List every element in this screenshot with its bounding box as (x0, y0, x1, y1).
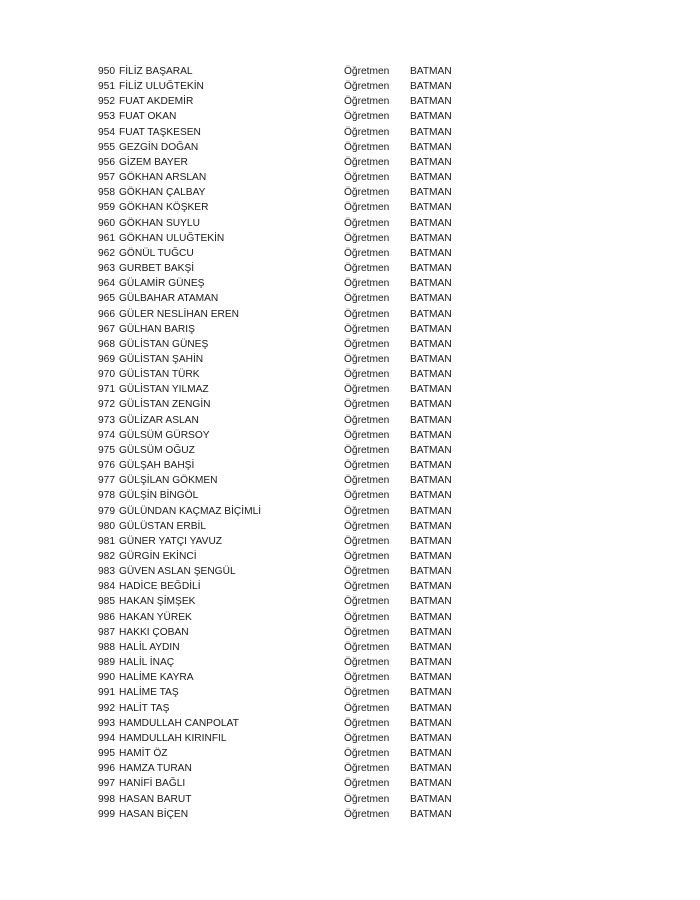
city-name: BATMAN (410, 490, 452, 502)
person-name: GÜRGİN EKİNCİ (119, 551, 197, 562)
job-title: Öğretmen (344, 323, 390, 335)
job-title: Öğretmen (344, 611, 390, 623)
row-number: 958 (98, 187, 115, 199)
list-item (98, 701, 478, 716)
job-title: Öğretmen (344, 778, 390, 790)
list-item (98, 716, 478, 731)
job-title: Öğretmen (344, 111, 390, 123)
person-name: GÜLER NESLİHAN EREN (119, 308, 240, 320)
list-item (98, 367, 478, 382)
person-name: GÖKHAN ULUĞTEKİN (119, 232, 225, 244)
person-name: GÜLSÜM OĞUZ (119, 444, 195, 456)
list-item (98, 610, 478, 625)
person-name: HAMDULLAH CANPOLAT (119, 717, 239, 729)
person-name: GÜLİSTAN ZENGİN (119, 399, 211, 411)
list-item (98, 579, 478, 594)
row-number: 986 (98, 611, 115, 623)
person-name: GÖKHAN ARSLAN (119, 172, 207, 184)
city-name: BATMAN (410, 126, 452, 138)
row-number: 997 (98, 778, 115, 790)
city-name: BATMAN (410, 323, 452, 335)
list-item (98, 79, 478, 94)
person-name: GÜLHAN BARIŞ (119, 323, 195, 335)
row-number: 954 (98, 126, 115, 138)
row-number: 985 (98, 596, 115, 608)
city-name: BATMAN (410, 353, 452, 365)
job-title: Öğretmen (344, 535, 390, 547)
person-name: HAKAN ŞİMŞEK (119, 596, 196, 608)
city-name: BATMAN (410, 505, 452, 517)
city-name: BATMAN (410, 384, 452, 396)
row-number: 991 (98, 687, 115, 699)
row-number: 995 (98, 748, 115, 760)
row-number: 989 (98, 657, 115, 669)
person-name: FİLİZ BAŞARAL (119, 66, 193, 77)
job-title: Öğretmen (344, 126, 390, 138)
person-name: HAKAN YÜREK (119, 611, 192, 623)
city-name: BATMAN (410, 141, 452, 153)
row-number: 977 (98, 475, 115, 487)
person-name: FUAT OKAN (119, 111, 177, 123)
city-name: BATMAN (410, 338, 452, 350)
person-name: GÜLÜSTAN ERBİL (119, 520, 206, 532)
list-item (98, 625, 478, 640)
job-title: Öğretmen (344, 444, 390, 456)
row-number: 953 (98, 111, 115, 123)
list-item (98, 428, 478, 443)
list-item (98, 140, 478, 155)
row-number: 963 (98, 263, 115, 275)
person-name: GÜLÜNDAN KAÇMAZ BİÇİMLİ (119, 505, 262, 517)
person-name: GÜLŞİN BİNGÖL (119, 490, 199, 502)
job-title: Öğretmen (344, 732, 390, 744)
job-title: Öğretmen (344, 520, 390, 532)
row-number: 982 (98, 551, 115, 562)
list-item (98, 200, 478, 215)
city-name: BATMAN (410, 672, 452, 684)
city-name: BATMAN (410, 535, 452, 547)
person-name: GÖKHAN ÇALBAY (119, 187, 206, 199)
job-title: Öğretmen (344, 626, 390, 638)
person-name: HALİME KAYRA (119, 672, 194, 684)
city-name: BATMAN (410, 111, 452, 123)
row-number: 950 (98, 66, 115, 77)
person-name: HADİCE BEĞDİLİ (119, 581, 201, 593)
job-title: Öğretmen (344, 278, 390, 290)
list-item (98, 746, 478, 761)
city-name: BATMAN (410, 369, 452, 381)
city-name: BATMAN (410, 808, 452, 820)
job-title: Öğretmen (344, 96, 390, 108)
person-name: GÜLAMİR GÜNEŞ (119, 278, 205, 290)
job-title: Öğretmen (344, 596, 390, 608)
list-item (98, 776, 478, 791)
job-title: Öğretmen (344, 763, 390, 775)
job-title: Öğretmen (344, 81, 390, 93)
list-item (98, 185, 478, 200)
list-item (98, 337, 478, 352)
job-title: Öğretmen (344, 66, 390, 77)
row-number: 960 (98, 217, 115, 229)
person-name: FİLİZ ULUĞTEKİN (119, 81, 204, 93)
job-title: Öğretmen (344, 263, 390, 275)
job-title: Öğretmen (344, 202, 390, 214)
job-title: Öğretmen (344, 308, 390, 320)
job-title: Öğretmen (344, 293, 390, 305)
city-name: BATMAN (410, 399, 452, 411)
row-number: 957 (98, 172, 115, 184)
list-item (98, 155, 478, 170)
list-item (98, 94, 478, 109)
job-title: Öğretmen (344, 247, 390, 259)
row-number: 988 (98, 641, 115, 653)
job-title: Öğretmen (344, 414, 390, 426)
row-number: 974 (98, 429, 115, 441)
city-name: BATMAN (410, 429, 452, 441)
city-name: BATMAN (410, 66, 452, 77)
row-number: 968 (98, 338, 115, 350)
person-name: HASAN BARUT (119, 793, 192, 805)
row-number: 987 (98, 626, 115, 638)
person-name: HAMZA TURAN (119, 763, 192, 775)
row-number: 981 (98, 535, 115, 547)
person-name: GÜLİSTAN GÜNEŞ (119, 338, 209, 350)
city-name: BATMAN (410, 748, 452, 760)
row-number: 952 (98, 96, 115, 108)
person-name: GÜLİSTAN TÜRK (119, 369, 200, 381)
row-number: 971 (98, 384, 115, 396)
list-item (98, 64, 478, 79)
person-name: GÖNÜL TUĞCU (119, 247, 194, 259)
row-number: 979 (98, 505, 115, 517)
job-title: Öğretmen (344, 384, 390, 396)
city-name: BATMAN (410, 460, 452, 472)
person-name: GÖKHAN SUYLU (119, 217, 200, 229)
person-name: HASAN BİÇEN (119, 808, 189, 820)
job-title: Öğretmen (344, 793, 390, 805)
job-title: Öğretmen (344, 475, 390, 487)
list-item (98, 413, 478, 428)
person-name: GÜNER YATÇI YAVUZ (119, 535, 223, 547)
job-title: Öğretmen (344, 566, 390, 578)
job-title: Öğretmen (344, 369, 390, 381)
list-item (98, 458, 478, 473)
list-item (98, 246, 478, 261)
row-number: 965 (98, 293, 115, 305)
list-item (98, 382, 478, 397)
row-number: 975 (98, 444, 115, 456)
row-number: 951 (98, 81, 115, 93)
city-name: BATMAN (410, 581, 452, 593)
city-name: BATMAN (410, 263, 452, 275)
list-item (98, 761, 478, 776)
city-name: BATMAN (410, 96, 452, 108)
job-title: Öğretmen (344, 156, 390, 168)
job-title: Öğretmen (344, 187, 390, 199)
list-item (98, 519, 478, 534)
job-title: Öğretmen (344, 399, 390, 411)
list-item (98, 807, 478, 822)
row-number: 996 (98, 763, 115, 775)
city-name: BATMAN (410, 717, 452, 729)
person-name: FUAT AKDEMİR (119, 96, 194, 108)
list-item (98, 504, 478, 519)
list-item (98, 170, 478, 185)
city-name: BATMAN (410, 551, 452, 562)
city-name: BATMAN (410, 278, 452, 290)
list-item (98, 322, 478, 337)
person-name: HANİFİ BAĞLI (119, 778, 186, 790)
row-number: 976 (98, 460, 115, 472)
job-title: Öğretmen (344, 172, 390, 184)
list-item (98, 276, 478, 291)
list-item (98, 655, 478, 670)
city-name: BATMAN (410, 566, 452, 578)
list-item (98, 549, 478, 564)
job-title: Öğretmen (344, 641, 390, 653)
job-title: Öğretmen (344, 353, 390, 365)
city-name: BATMAN (410, 81, 452, 93)
job-title: Öğretmen (344, 460, 390, 472)
city-name: BATMAN (410, 475, 452, 487)
city-name: BATMAN (410, 187, 452, 199)
person-name: HALİME TAŞ (119, 687, 179, 699)
list-item (98, 564, 478, 579)
city-name: BATMAN (410, 202, 452, 214)
city-name: BATMAN (410, 247, 452, 259)
job-title: Öğretmen (344, 505, 390, 517)
job-title: Öğretmen (344, 808, 390, 820)
city-name: BATMAN (410, 217, 452, 229)
list-item (98, 291, 478, 306)
city-name: BATMAN (410, 778, 452, 790)
city-name: BATMAN (410, 308, 452, 320)
job-title: Öğretmen (344, 748, 390, 760)
job-title: Öğretmen (344, 672, 390, 684)
city-name: BATMAN (410, 626, 452, 638)
city-name: BATMAN (410, 156, 452, 168)
city-name: BATMAN (410, 657, 452, 669)
person-name: GÜLŞAH BAHŞİ (119, 460, 195, 472)
person-name: GÜLSÜM GÜRSOY (119, 429, 210, 441)
city-name: BATMAN (410, 232, 452, 244)
city-name: BATMAN (410, 763, 452, 775)
row-number: 984 (98, 581, 115, 593)
city-name: BATMAN (410, 702, 452, 714)
city-name: BATMAN (410, 596, 452, 608)
person-name: GÖKHAN KÖŞKER (119, 202, 209, 214)
list-item (98, 261, 478, 276)
row-number: 964 (98, 278, 115, 290)
list-item (98, 125, 478, 140)
row-number: 994 (98, 732, 115, 744)
list-item (98, 670, 478, 685)
city-name: BATMAN (410, 611, 452, 623)
row-number: 962 (98, 247, 115, 259)
job-title: Öğretmen (344, 429, 390, 441)
row-number: 955 (98, 141, 115, 153)
person-name: HAKKI ÇOBAN (119, 626, 189, 638)
row-number: 980 (98, 520, 115, 532)
city-name: BATMAN (410, 793, 452, 805)
person-name: HAMİT ÖZ (119, 748, 168, 760)
city-name: BATMAN (410, 687, 452, 699)
list-item (98, 109, 478, 124)
city-name: BATMAN (410, 520, 452, 532)
person-name: GÜLŞİLAN GÖKMEN (119, 475, 218, 487)
list-item (98, 792, 478, 807)
list-item (98, 397, 478, 412)
city-name: BATMAN (410, 732, 452, 744)
list-item (98, 731, 478, 746)
row-number: 983 (98, 566, 115, 578)
person-name: GURBET BAKŞİ (119, 263, 195, 275)
job-title: Öğretmen (344, 657, 390, 669)
row-number: 998 (98, 793, 115, 805)
job-title: Öğretmen (344, 551, 390, 562)
list-item (98, 352, 478, 367)
person-name: HALİT TAŞ (119, 702, 170, 714)
job-title: Öğretmen (344, 338, 390, 350)
row-number: 961 (98, 232, 115, 244)
list-item (98, 534, 478, 549)
person-name: GÜLİSTAN ŞAHİN (119, 353, 204, 365)
row-number: 973 (98, 414, 115, 426)
person-name: HALİL İNAÇ (119, 657, 175, 669)
list-item (98, 488, 478, 503)
city-name: BATMAN (410, 641, 452, 653)
person-name: HALİL AYDIN (119, 641, 180, 653)
row-number: 970 (98, 369, 115, 381)
city-name: BATMAN (410, 414, 452, 426)
row-number: 969 (98, 353, 115, 365)
city-name: BATMAN (410, 293, 452, 305)
list-item (98, 443, 478, 458)
list-item (98, 594, 478, 609)
row-number: 990 (98, 672, 115, 684)
job-title: Öğretmen (344, 687, 390, 699)
job-title: Öğretmen (344, 581, 390, 593)
person-name: GİZEM BAYER (119, 156, 188, 168)
list-item (98, 640, 478, 655)
person-name: GÜLİSTAN YILMAZ (119, 384, 209, 396)
job-title: Öğretmen (344, 141, 390, 153)
row-number: 999 (98, 808, 115, 820)
list-item (98, 216, 478, 231)
list-item (98, 231, 478, 246)
city-name: BATMAN (410, 444, 452, 456)
person-name: GEZGİN DOĞAN (119, 141, 199, 153)
row-number: 978 (98, 490, 115, 502)
job-title: Öğretmen (344, 717, 390, 729)
row-number: 972 (98, 399, 115, 411)
personnel-list (98, 64, 478, 822)
row-number: 992 (98, 702, 115, 714)
row-number: 956 (98, 156, 115, 168)
list-item (98, 307, 478, 322)
job-title: Öğretmen (344, 217, 390, 229)
list-item (98, 473, 478, 488)
row-number: 993 (98, 717, 115, 729)
job-title: Öğretmen (344, 232, 390, 244)
person-name: GÜLİZAR ASLAN (119, 414, 199, 426)
row-number: 966 (98, 308, 115, 320)
person-name: GÜLBAHAR ATAMAN (119, 293, 219, 305)
city-name: BATMAN (410, 172, 452, 184)
person-name: HAMDULLAH KIRINFIL (119, 732, 227, 744)
job-title: Öğretmen (344, 490, 390, 502)
job-title: Öğretmen (344, 702, 390, 714)
row-number: 967 (98, 323, 115, 335)
row-number: 959 (98, 202, 115, 214)
person-name: GÜVEN ASLAN ŞENGÜL (119, 566, 236, 578)
person-name: FUAT TAŞKESEN (119, 126, 201, 138)
list-item (98, 685, 478, 700)
